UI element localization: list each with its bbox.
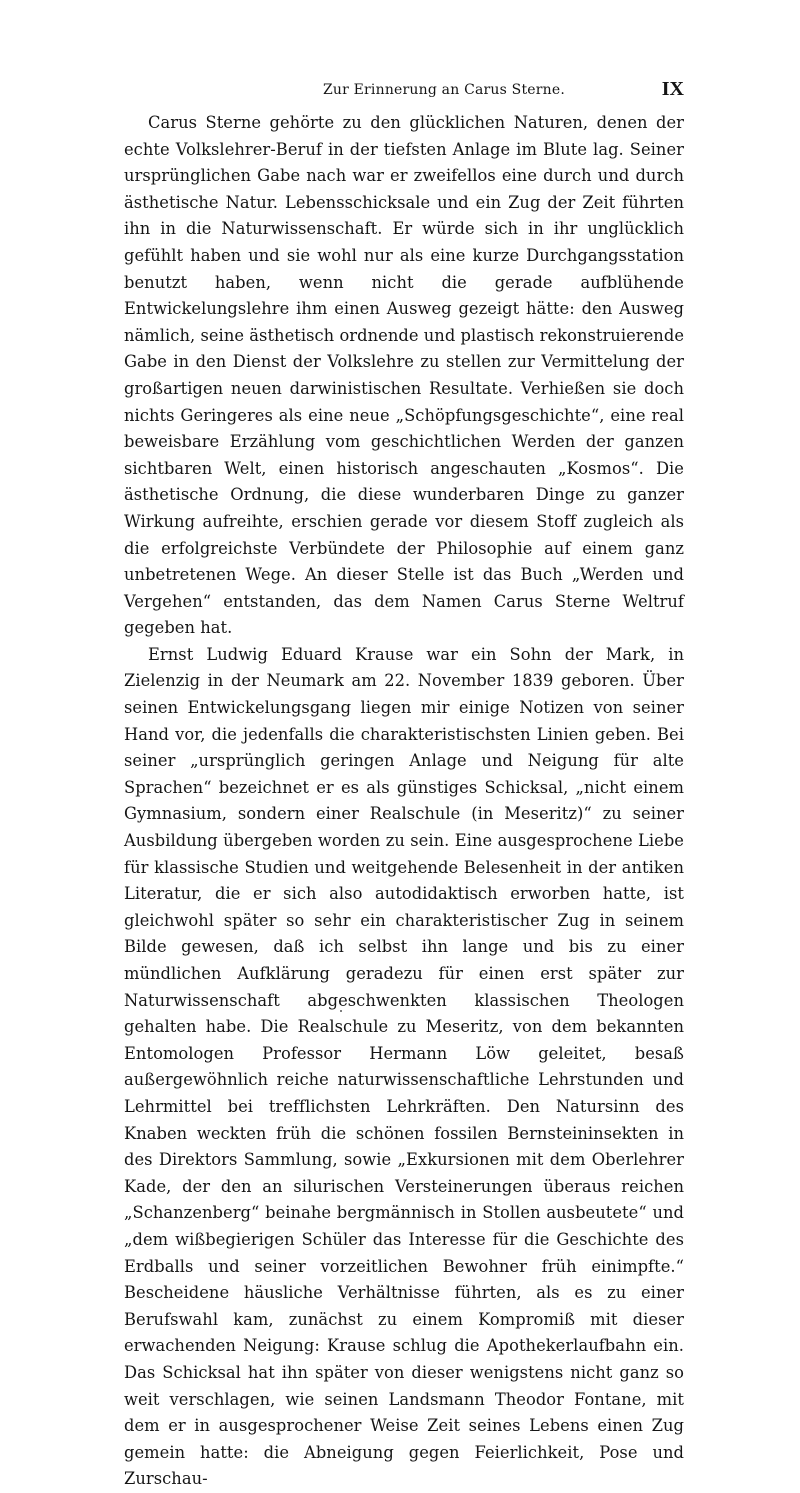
running-title: Zur Erinnerung an Carus Sterne. [322,82,566,98]
running-head [124,78,684,108]
paragraph-2: Ernst Ludwig Eduard Krause war ein Sohn der Mark, in Zielenzig in der Neumark am 22. November 1839 geboren. Über seinen Entwickelungsgang liegen mir einige Notizen von seiner Hand vor, die jedenfalls die charakteristischsten Linien geben. Bei seiner „ursprünglich geringen Anlage und Neigung für alte Sprachen“ bezeichnet er es als günstiges Schicksal, „nicht einem Gymnasium, sondern einer Realschule (in Meseritz)“ zu seiner Ausbildung übergeben worden zu sein. Eine ausgesprochene Liebe für klassische Studien und weitgehende Belesenheit in der antiken Literatur, die er sich also autodidaktisch erworben hatte, ist gleichwohl später so sehr ein charakteristischer Zug in seinem Bilde gewesen, daß ich selbst ihn lange und bis zu einer mündlichen Aufklärung geradezu für einen erst später zur Naturwissenschaft abgeschwenkten klassischen Theologen gehalten habe. Die Realschule zu Meseritz, von dem bekannten Entomologen Professor Hermann Löw geleitet, besaß außergewöhnlich reiche naturwissenschaftliche Lehrstunden und Lehrmittel bei trefflichsten Lehrkräften. Den Natursinn des Knaben weckten früh die schönen fossilen Bernsteininsekten in des Direktors Sammlung, sowie „Exkursionen mit dem Oberlehrer Kade, der den an silurischen Versteinerungen überaus reichen „Schanzenberg“ beinahe bergmännisch in Stollen ausbeutete“ und „dem wißbegierigen Schüler das Interesse für die Geschichte des Erdballs und seiner vorzeitlichen Bewohner früh einimpfte.“ Bescheidene häusliche Verhältnisse führten, als es zu einer Berufswahl kam, zunächst zu einem Kompromiß mit dieser erwachenden Neigung: Krause schlug die Apothekerlaufbahn ein. Das Schicksal hat ihn später von dieser wenigstens nicht ganz so weit verschlagen, wie seinen Landsmann Theodor Fontane, mit dem er in ausgesprochener Weise Zeit seines Lebens einen Zug gemein hatte: die Abneigung gegen Feierlichkeit, Pose und Zurschau- [124,644,684,1489]
paragraph-1: Carus Sterne gehörte zu den glücklichen Naturen, denen der echte Volkslehrer-Beruf in der tiefsten Anlage im Blute lag. Seiner ursprünglichen Gabe nach war er zweifellos eine durch und durch ästhetische Natur. Lebensschicksale und ein Zug der Zeit führten ihn in die Naturwissenschaft. Er würde sich in ihr unglücklich gefühlt haben und sie wohl nur als eine kurze Durchgangsstation benutzt haben, wenn nicht die gerade aufblühende Entwickelungslehre ihm einen Ausweg gezeigt hätte: den Ausweg nämlich, seine ästhetisch ordnende und plastisch rekonstruierende Gabe in den Dienst der Volkslehre zu stellen zur Vermittelung der großartigen neuen darwinistischen Resultate. Verhießen sie doch nichts Geringeres als eine neue „Schöpfungsgeschichte“, eine real beweisbare Erzählung vom geschichtlichen Werden der ganzen sichtbaren Welt, einen historisch angeschauten „Kosmos“. Die ästhetische Ordnung, die diese wunderbaren Dinge zu ganzer Wirkung aufreihte, erschien gerade vor diesem Stoff zugleich als die erfolgreichste Verbündete der Philosophie auf einem ganz unbetretenen Wege. An dieser Stelle ist das Buch „Werden und Vergehen“ entstanden, das dem Namen Carus Sterne Weltruf gegeben hat. [124,113,684,638]
print-speck [340,1010,342,1012]
page-number: IX [661,78,684,100]
